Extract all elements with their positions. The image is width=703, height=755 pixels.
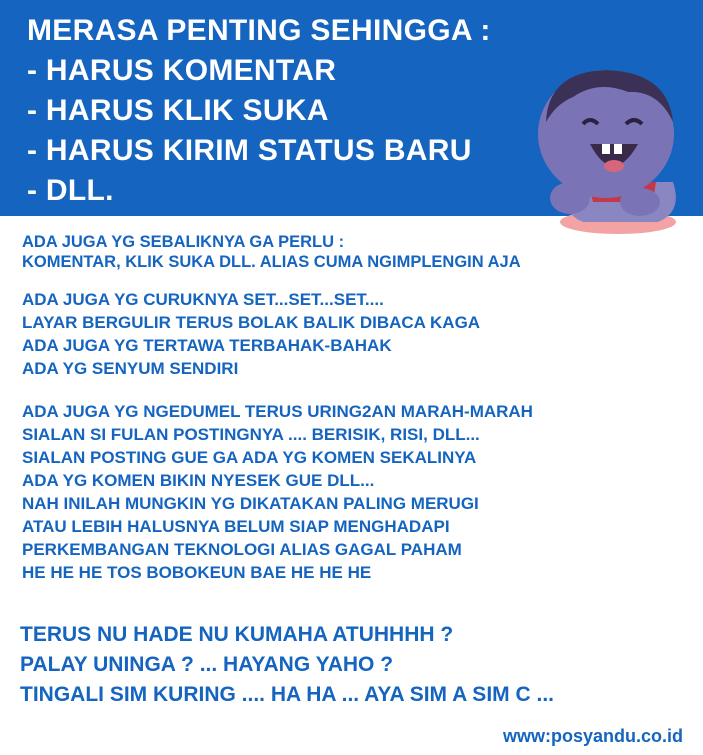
text-line: LAYAR BERGULIR TERUS BOLAK BALIK DIBACA KAGA <box>22 313 481 332</box>
text-line: PERKEMBANGAN TEKNOLOGI ALIAS GAGAL PAHAM <box>22 540 462 559</box>
banner-line: - DLL. <box>27 174 114 207</box>
text-line: ADA JUGA YG NGEDUMEL TERUS URING2AN MARAH-MARAH <box>22 402 533 421</box>
website-url: www:posyandu.co.id <box>502 726 683 746</box>
text-line: KOMENTAR, KLIK SUKA DLL. ALIAS CUMA NGIMPLENGIN AJA <box>22 253 521 271</box>
banner-line: - HARUS KOMENTAR <box>27 54 337 87</box>
laughing-character-icon <box>528 62 698 240</box>
text-line: NAH INILAH MUNGKIN YG DIKATAKAN PALING MERUGI <box>22 494 479 513</box>
text-line: ADA JUGA YG TERTAWA TERBAHAK-BAHAK <box>22 336 392 355</box>
banner-line: - HARUS KIRIM STATUS BARU <box>27 134 472 167</box>
text-line: TINGALI SIM KURING .... HA HA ... AYA SIM A SIM C ... <box>20 683 554 706</box>
text-line: TERUS NU HADE NU KUMAHA ATUHHHH ? <box>20 623 454 646</box>
text-line: ATAU LEBIH HALUSNYA BELUM SIAP MENGHADAPI <box>22 517 450 536</box>
banner-title: MERASA PENTING SEHINGGA : <box>27 14 491 47</box>
text-line: ADA JUGA YG CURUKNYA SET...SET...SET.... <box>22 290 384 309</box>
text-line: ADA JUGA YG SEBALIKNYA GA PERLU : <box>22 233 345 251</box>
text-line: ADA YG KOMEN BIKIN NYESEK GUE DLL... <box>22 471 375 490</box>
text-line: SIALAN SI FULAN POSTINGNYA .... BERISIK, RISI, DLL... <box>22 425 480 444</box>
text-line: SIALAN POSTING GUE GA ADA YG KOMEN SEKALINYA <box>22 448 477 467</box>
text-line: PALAY UNINGA ? ... HAYANG YAHO ? <box>20 653 394 676</box>
text-line: ADA YG SENYUM SENDIRI <box>22 359 239 378</box>
text-line: HE HE HE TOS BOBOKEUN BAE HE HE HE <box>22 563 372 582</box>
banner-line: - HARUS KLIK SUKA <box>27 94 329 127</box>
